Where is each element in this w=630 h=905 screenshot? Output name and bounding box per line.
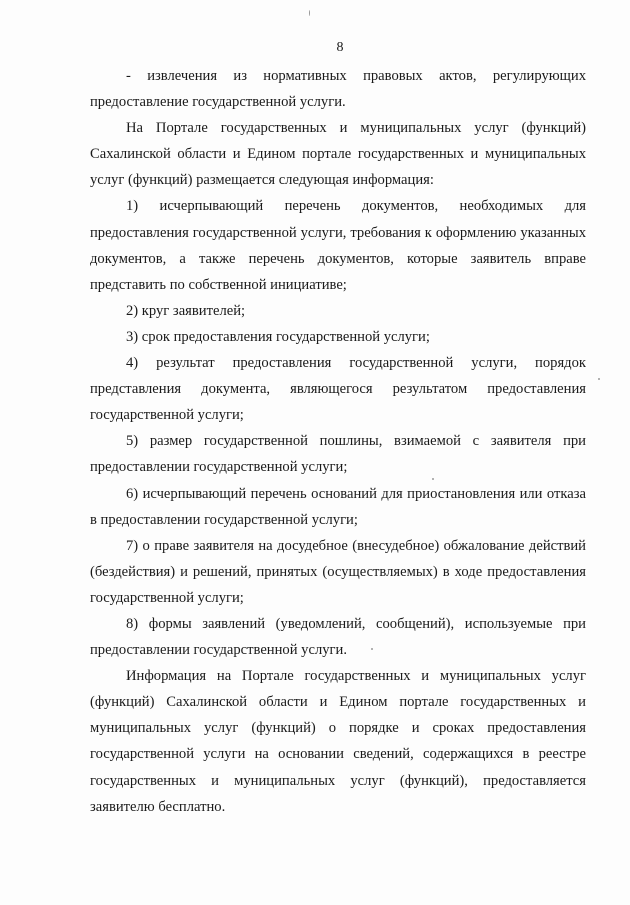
paragraph-portal-info: На Портале государственных и муниципальных услуг (функций) Сахалинской области и Едином портале государственных и муниципальных услуг (функций) размещается следующая информация: xyxy=(90,120,586,189)
list-item-8: 8) формы заявлений (уведомлений, сообщений), используемые при предоставлении государственной услуги. xyxy=(90,615,586,659)
scan-speck xyxy=(432,478,434,480)
list-item-5: 5) размер государственной пошлины, взимаемой с заявителя при предоставлении государственной услуги; xyxy=(90,433,586,476)
list-item-6: 6) исчерпывающий перечень оснований для приостановления или отказа в предоставлении государственной услуги; xyxy=(90,485,586,528)
page-number: 8 xyxy=(336,40,344,55)
paragraph-extracts: - извлечения из нормативных правовых актов, регулирующих предоставление государственной услуги. xyxy=(90,68,586,111)
list-item-1: 1) исчерпывающий перечень документов, необходимых для предоставления государственной услуги, требования к оформлению указанных документов, а также перечень документов, которые заявитель вправе представить по собственной инициативе; xyxy=(90,198,586,293)
list-item-4: 4) результат предоставления государственной услуги, порядок представления документа, являющегося результатом предоставления государственной услуги; xyxy=(90,355,586,424)
document-body xyxy=(90,63,586,820)
list-item-7: 7) о праве заявителя на досудебное (внесудебное) обжалование действий (бездействия) и решений, принятых (осуществляемых) в ходе предоставления государственной услуги; xyxy=(90,537,586,606)
scan-speck xyxy=(309,10,310,16)
list-item-2: 2) круг заявителей; xyxy=(126,302,246,319)
scan-speck xyxy=(371,648,373,650)
paragraph-free-info: Информация на Портале государственных и муниципальных услуг (функций) Сахалинской области и Едином портале государственных и муниципальных услуг (функций) о порядке и сроках предоставления государственной услуги на основании сведений, содержащихся в реестре государственных и муниципальных услуг (функций), предоставляется заявителю бесплатно. xyxy=(90,668,586,815)
list-item-3: 3) срок предоставления государственной услуги; xyxy=(126,328,430,345)
scan-speck xyxy=(598,378,600,380)
